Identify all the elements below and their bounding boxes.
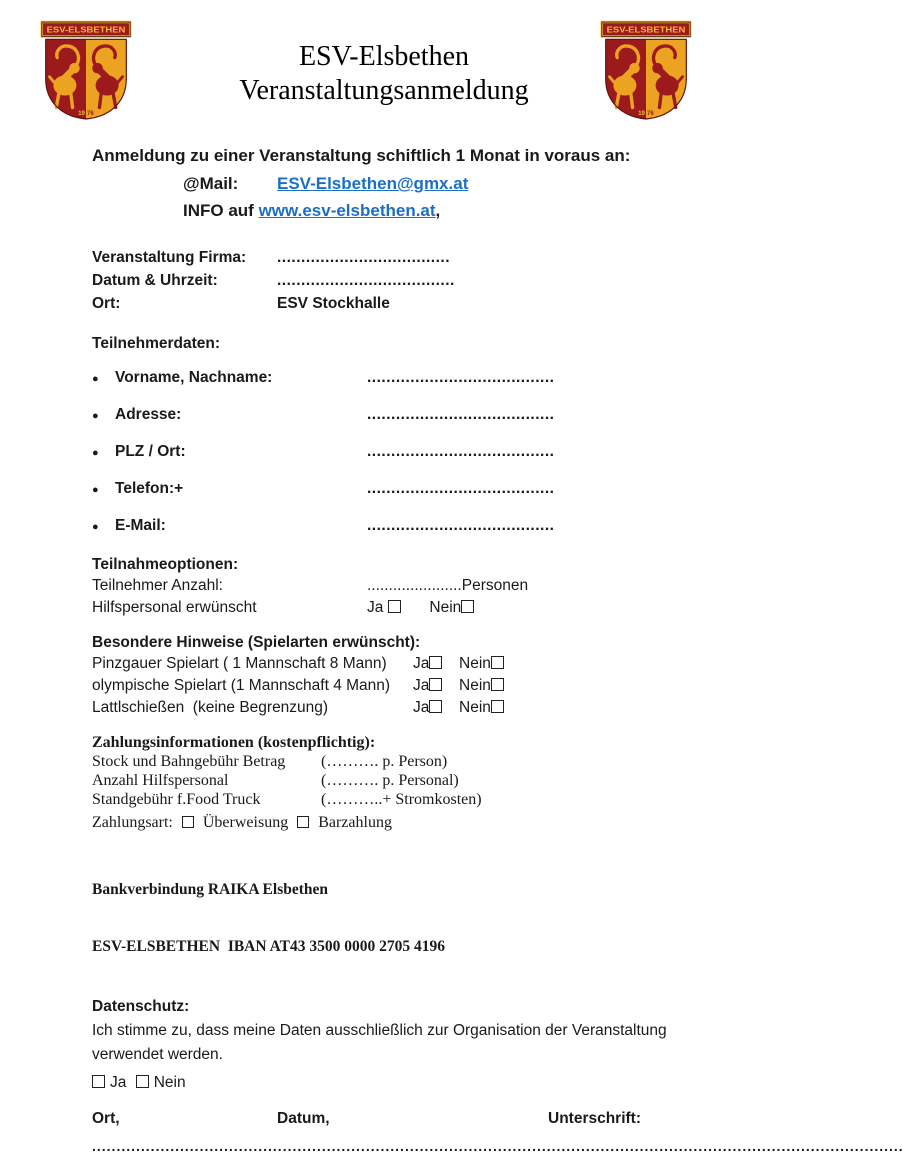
field-label: Lattlschießen (keine Begrenzung) <box>92 699 329 716</box>
bullet-icon: ● <box>92 373 99 385</box>
participant-row <box>92 479 698 501</box>
field-label: Telefon:+ <box>115 480 184 497</box>
checkbox-nein[interactable] <box>461 600 474 613</box>
website-link[interactable]: www.esv-elsbethen.at <box>258 201 436 220</box>
payment-row <box>92 752 698 771</box>
fill-in-line: ....................................... <box>367 517 555 534</box>
checkbox-nein[interactable] <box>136 1075 149 1088</box>
event-section <box>92 246 698 315</box>
privacy-consent-text: Ich stimme zu, dass meine Daten ausschließlich zur Organisation der Veranstaltung verwendet werden. <box>92 1022 667 1063</box>
field-label: Hilfspersonal erwünscht <box>92 599 257 616</box>
unterschrift-label: Unterschrift: <box>548 1110 642 1127</box>
fill-in-line: .................................... <box>277 249 451 266</box>
bank-iban: ESV-ELSBETHEN IBAN AT43 3500 0000 2705 4196 <box>92 938 445 955</box>
bullet-icon: ● <box>92 447 99 459</box>
field-label: PLZ / Ort: <box>115 443 186 460</box>
checkbox-ja[interactable] <box>429 700 442 713</box>
field-label: Standgebühr f.Food Truck <box>92 791 261 808</box>
method-option: Überweisung <box>202 814 289 831</box>
field-label: Veranstaltung Firma: <box>92 249 247 266</box>
participant-row <box>92 368 698 390</box>
helper-staff-row <box>92 597 698 619</box>
checkbox-nein[interactable] <box>491 700 504 713</box>
event-row <box>92 292 698 315</box>
checkbox-nein[interactable] <box>491 678 504 691</box>
info-suffix: , <box>435 201 441 220</box>
payment-row <box>92 790 698 809</box>
yes-option: Ja <box>413 675 459 697</box>
yes-option: Ja <box>413 653 459 675</box>
field-label: Zahlungsart: <box>92 814 173 831</box>
bullet-icon: ● <box>92 410 99 422</box>
field-label: Teilnehmer Anzahl: <box>92 577 223 594</box>
fill-in-line: ....................................... <box>367 480 555 497</box>
payment-heading: Zahlungsinformationen (kostenpflichtig): <box>92 734 376 751</box>
datum-label: Datum, <box>277 1110 330 1127</box>
fill-in-line: (………. p. Personal) <box>321 772 459 789</box>
yes-option: Ja <box>367 597 401 619</box>
checkbox-ja[interactable] <box>429 656 442 669</box>
participant-section <box>92 368 698 538</box>
bullet-icon: ● <box>92 521 99 533</box>
club-crest-icon <box>598 20 694 122</box>
fill-in-line: ......................Personen <box>367 577 529 594</box>
page-title-line1: ESV-Elsbethen <box>298 41 470 72</box>
game-type-row <box>92 675 698 697</box>
participant-row <box>92 442 698 464</box>
no-option: Nein <box>429 597 474 619</box>
bank-section <box>92 842 698 994</box>
no-option: Nein <box>459 653 505 675</box>
checkbox-ja[interactable] <box>429 678 442 691</box>
fill-in-line: ....................................... <box>367 406 555 423</box>
svg-text:ESV-ELSBETHEN: ESV-ELSBETHEN <box>46 24 126 35</box>
email-label: @Mail: <box>183 174 239 193</box>
signature-line: ...................................................................................................................................................................... <box>92 1138 904 1154</box>
venue-value: ESV Stockhalle <box>277 295 390 312</box>
email-link[interactable]: ESV-Elsbethen@gmx.at <box>277 174 469 193</box>
no-label: Nein <box>153 1074 186 1091</box>
payment-method-row <box>92 812 698 833</box>
fill-in-line: ..................................... <box>277 272 455 289</box>
event-row <box>92 269 698 292</box>
checkbox-barzahlung[interactable] <box>297 816 309 828</box>
privacy-heading: Datenschutz: <box>92 998 190 1015</box>
signature-labels <box>92 1109 698 1129</box>
page-title-line2: Veranstaltungsanmeldung <box>239 75 529 106</box>
yes-option: Ja <box>413 697 459 719</box>
ort-label: Ort, <box>92 1110 120 1127</box>
game-type-row <box>92 653 698 675</box>
field-label: Anzahl Hilfspersonal <box>92 772 229 789</box>
checkbox-ueberweisung[interactable] <box>182 816 194 828</box>
yes-label: Ja <box>110 1074 127 1091</box>
participant-heading: Teilnehmerdaten: <box>92 335 221 352</box>
header <box>0 0 768 130</box>
svg-text:ESV-ELSBETHEN: ESV-ELSBETHEN <box>606 24 686 35</box>
no-option: Nein <box>459 697 505 719</box>
field-label: Datum & Uhrzeit: <box>92 272 218 289</box>
fill-in-line: ....................................... <box>367 369 555 386</box>
club-crest-icon <box>38 20 134 122</box>
participant-row <box>92 516 698 538</box>
fill-in-line: ....................................... <box>367 443 555 460</box>
bullet-icon: ● <box>92 484 99 496</box>
participant-count-row <box>92 575 698 597</box>
method-option: Barzahlung <box>318 814 392 831</box>
event-row <box>92 246 698 269</box>
participant-row <box>92 405 698 427</box>
registration-instruction: Anmeldung zu einer Veranstaltung schiftlich 1 Monat in voraus an: <box>92 146 631 165</box>
checkbox-nein[interactable] <box>491 656 504 669</box>
payment-row <box>92 771 698 790</box>
payment-section <box>92 733 698 833</box>
checkbox-ja[interactable] <box>92 1075 105 1088</box>
svg-text:19: 19 <box>78 110 86 118</box>
hints-heading: Besondere Hinweise (Spielarten erwünscht): <box>92 634 421 651</box>
field-label: E-Mail: <box>115 517 166 534</box>
form-body <box>92 146 904 1154</box>
field-label: Pinzgauer Spielart ( 1 Mannschaft 8 Mann) <box>92 655 387 672</box>
field-label: Adresse: <box>115 406 182 423</box>
bank-name: Bankverbindung RAIKA Elsbethen <box>92 881 329 898</box>
field-label: Stock und Bahngebühr Betrag <box>92 753 286 770</box>
game-type-row <box>92 697 698 719</box>
field-label: Vorname, Nachname: <box>115 369 273 386</box>
svg-text:76: 76 <box>646 110 654 118</box>
checkbox-ja[interactable] <box>388 600 401 613</box>
fill-in-line: (………..+ Stromkosten) <box>321 791 482 808</box>
info-row <box>92 201 698 221</box>
field-label: Ort: <box>92 295 121 312</box>
privacy-choice-row <box>92 1073 698 1093</box>
email-row <box>92 174 698 194</box>
svg-text:19: 19 <box>638 110 646 118</box>
no-option: Nein <box>459 675 505 697</box>
field-label: olympische Spielart (1 Mannschaft 4 Mann) <box>92 677 391 694</box>
info-prefix: INFO auf <box>183 201 259 220</box>
options-heading: Teilnahmeoptionen: <box>92 556 239 573</box>
fill-in-line: (………. p. Person) <box>321 753 448 770</box>
svg-text:76: 76 <box>86 110 94 118</box>
